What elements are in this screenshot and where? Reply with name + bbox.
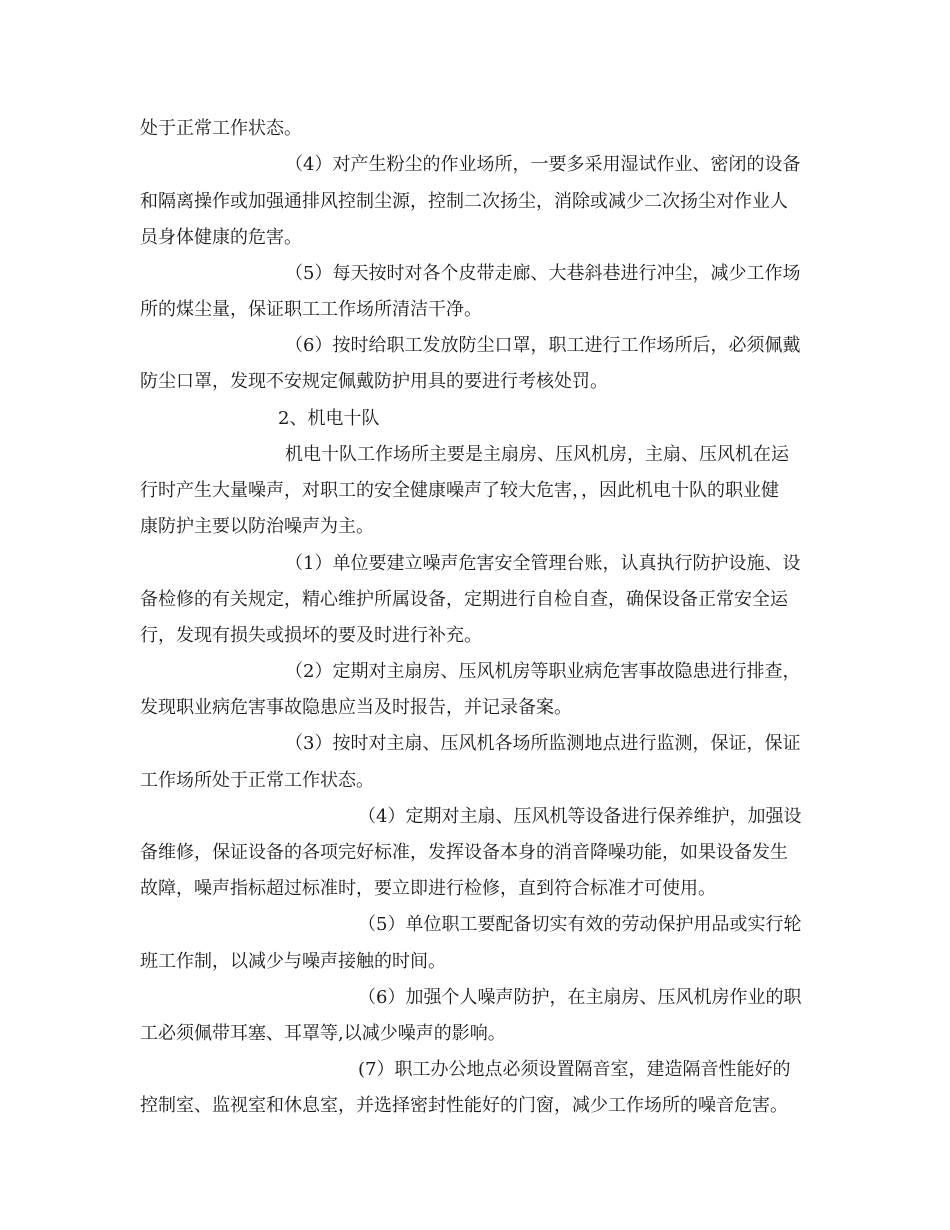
- text-line-15: 行，发现有损失或损坏的要及时进行补充。: [140, 625, 482, 646]
- text-line-5: （5）每天按时对各个皮带走廊、大巷斜巷进行冲尘，减少工作场: [285, 263, 801, 284]
- text-line-25: （6）加强个人噪声防护，在主扇房、压风机房作业的职: [358, 987, 802, 1008]
- text-line-18: （3）按时对主扇、压风机各场所监测地点进行监测，保证，保证: [285, 733, 801, 754]
- text-line-3: 和隔离操作或加强通排风控制尘源，控制二次扬尘，消除或减少二次扬尘对作业人: [140, 191, 788, 212]
- text-line-13: （1）单位要建立噪声危害安全管理台账，认真执行防护设施、设: [285, 553, 801, 574]
- text-line-4: 员身体健康的危害。: [140, 227, 302, 248]
- text-line-27: (7）职工办公地点必须设置隔音室，建造隔音性能好的: [358, 1059, 791, 1080]
- text-line-11: 行时产生大量噪声，对职工的安全健康噪声了较大危害，，因此机电十队的职业健: [140, 480, 779, 501]
- text-line-26: 工必须佩带耳塞、耳罩等,以减少噪声的影响。: [140, 1023, 506, 1044]
- text-line-12: 康防护主要以防治噪声为主。: [140, 516, 374, 537]
- text-line-2: （4）对产生粉尘的作业场所，一要多采用湿试作业、密闭的设备: [285, 154, 801, 175]
- text-line-28: 控制室、监视室和休息室，并选择密封性能好的门窗，减少工作场所的噪音危害。: [140, 1095, 788, 1116]
- text-line-22: 故障，噪声指标超过标准时，要立即进行检修，直到符合标准才可使用。: [140, 878, 716, 899]
- text-line-8: 防尘口罩，发现不安规定佩戴防护用具的要进行考核处罚。: [140, 371, 608, 392]
- text-line-20: （4）定期对主扇、压风机等设备进行保养维护，加强设: [358, 806, 802, 827]
- text-line-6: 所的煤尘量，保证职工工作场所清洁干净。: [140, 299, 482, 320]
- text-line-19: 工作场所处于正常工作状态。: [140, 770, 374, 791]
- text-line-24: 班工作制，以减少与噪声接触的时间。: [140, 951, 446, 972]
- text-line-10: 机电十队工作场所主要是主扇房、压风机房，主扇、压风机在运: [285, 444, 789, 465]
- text-line-21: 备维修，保证设备的各项完好标准，发挥设备本身的消音降噪功能，如果设备发生: [140, 842, 788, 863]
- text-line-23: （5）单位职工要配备切实有效的劳动保护用品或实行轮: [358, 914, 802, 935]
- section-heading: 2、机电十队: [278, 408, 380, 429]
- text-line-17: 发现职业病危害事故隐患应当及时报告，并记录备案。: [140, 697, 572, 718]
- text-line-1: 处于正常工作状态。: [140, 118, 302, 139]
- text-line-16: （2）定期对主扇房、压风机房等职业病危害事故隐患进行排查，: [285, 661, 801, 682]
- text-line-14: 备检修的有关规定，精心维护所属设备，定期进行自检自查，确保设备正常安全运: [140, 589, 788, 610]
- text-line-7: （6）按时给职工发放防尘口罩，职工进行工作场所后，必须佩戴: [285, 335, 801, 356]
